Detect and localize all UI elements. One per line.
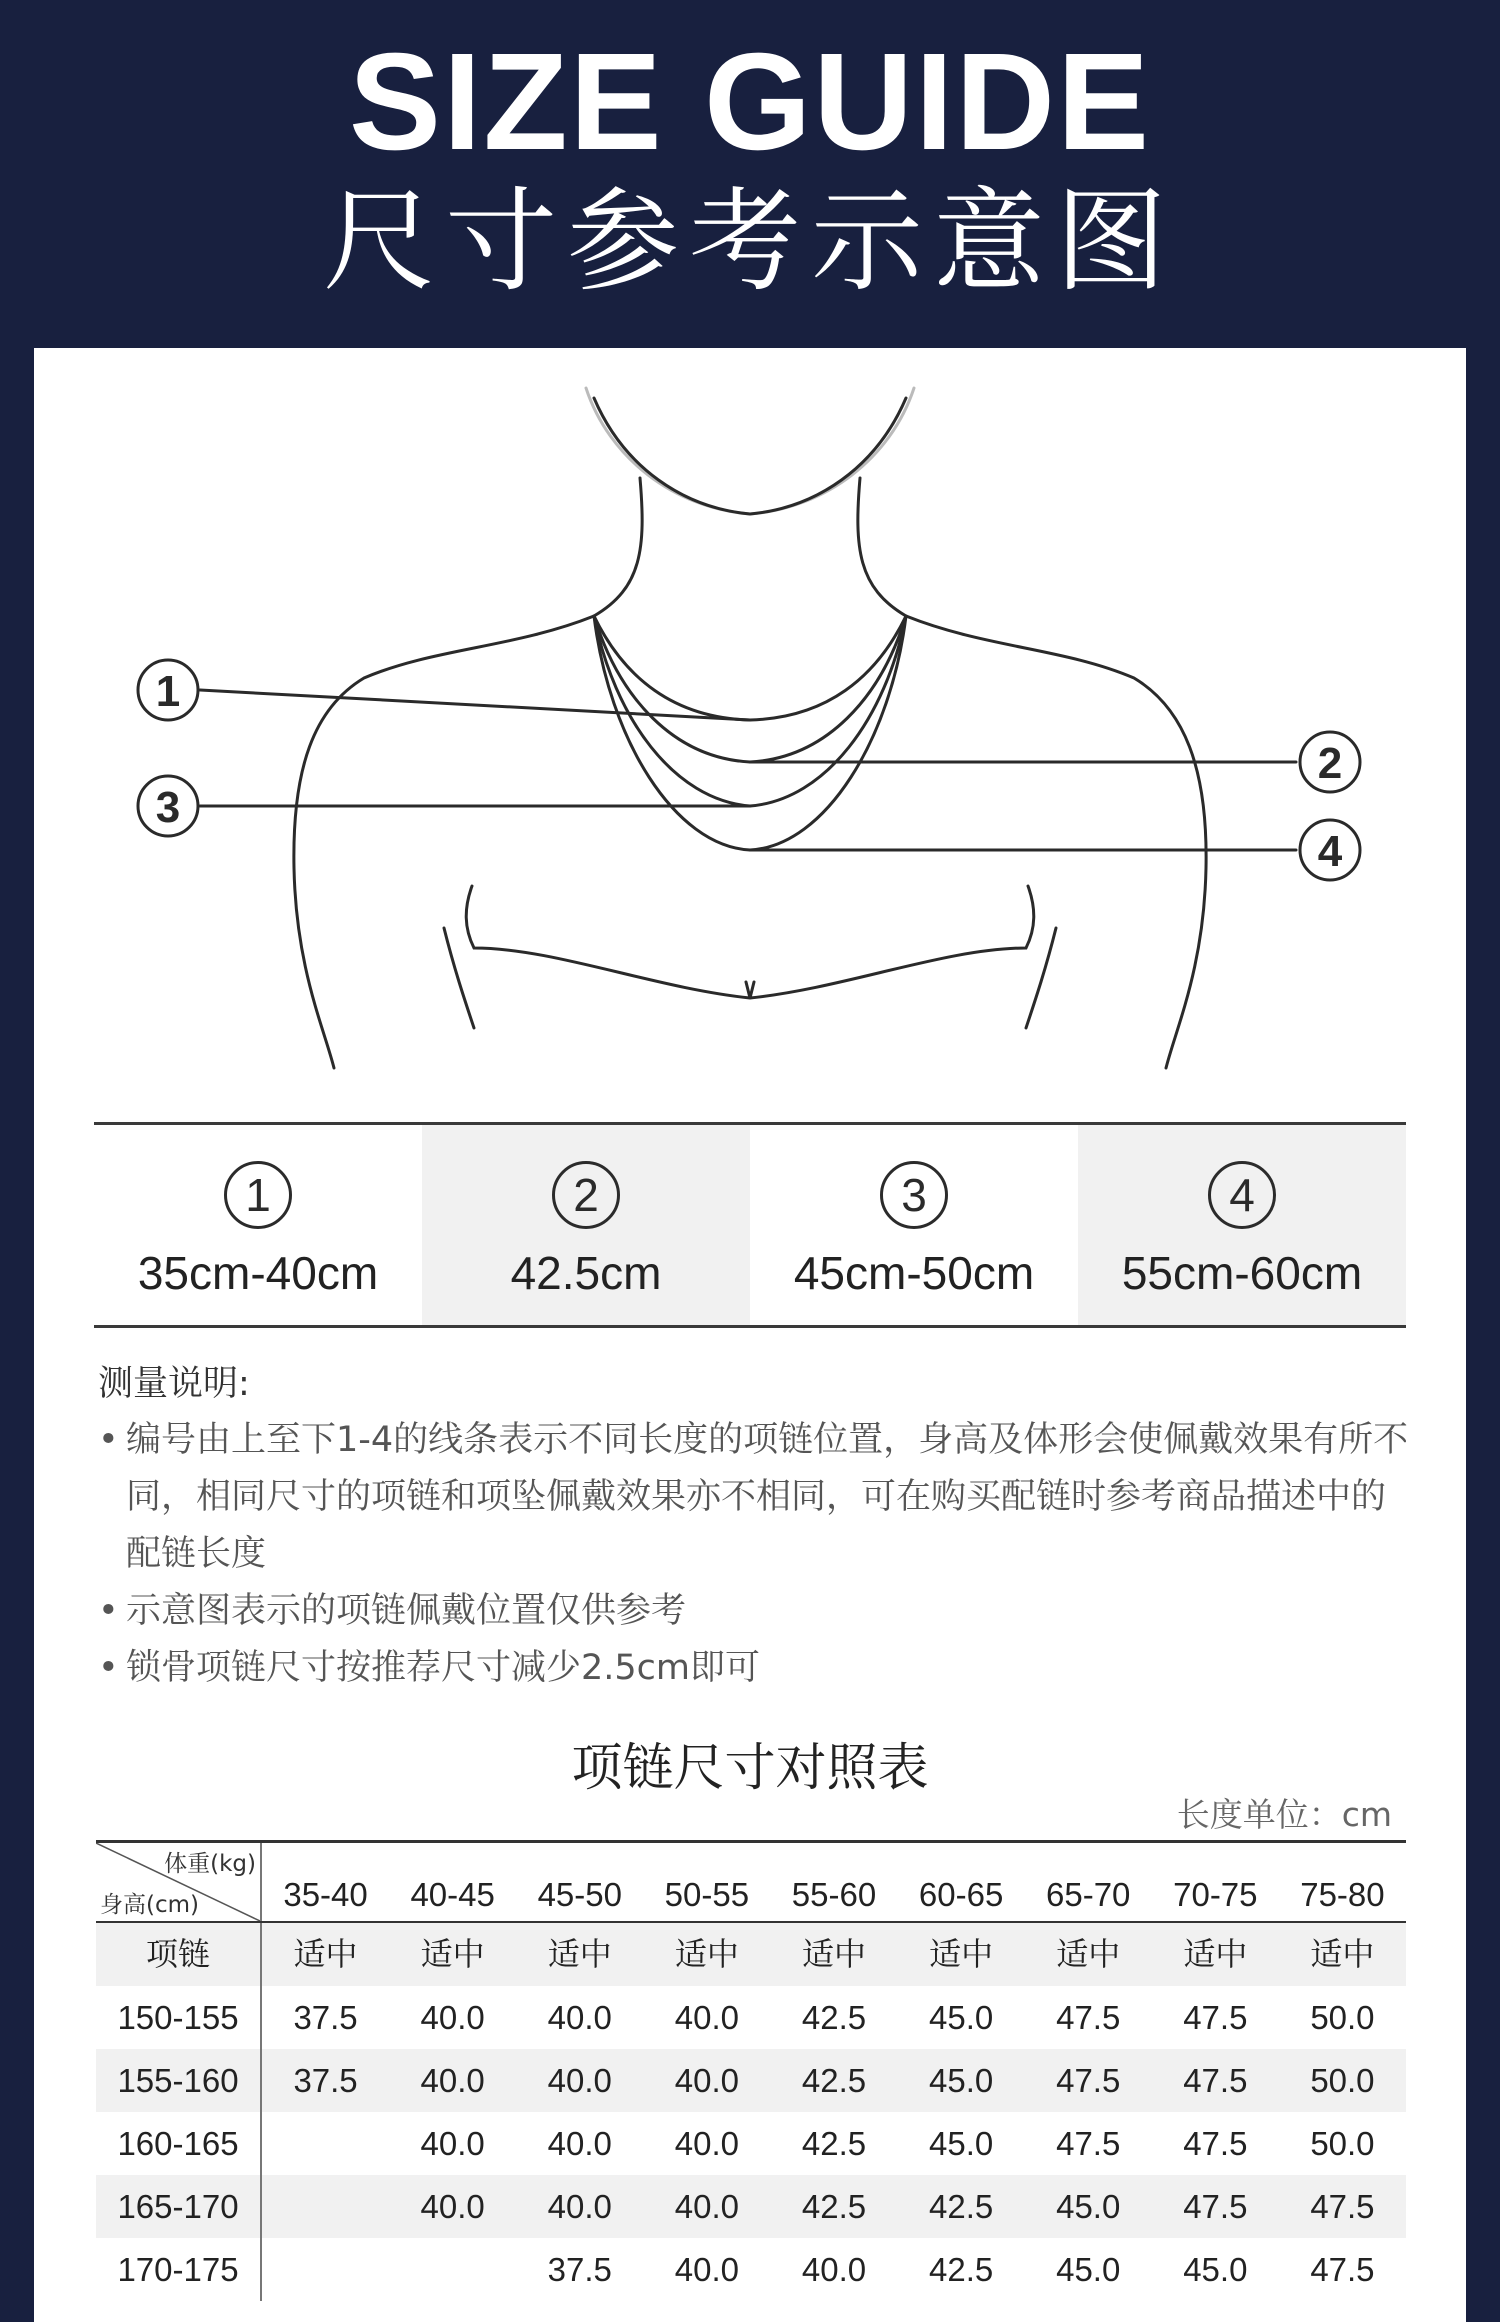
table-cell: 45.0 bbox=[928, 2125, 994, 2162]
table-row bbox=[96, 2049, 1406, 2112]
note-text: 示意图表示的项链佩戴位置仅供参考 bbox=[126, 1591, 687, 1631]
table-cell: 40.0 bbox=[801, 2251, 867, 2288]
table-cell: 40.0 bbox=[420, 2188, 485, 2225]
table-cell: 42.5 bbox=[801, 2062, 867, 2099]
table-cell: 37.5 bbox=[293, 2062, 358, 2099]
note-item bbox=[98, 1583, 1418, 1640]
note-item bbox=[98, 1412, 1418, 1583]
table-cell: 45.0 bbox=[928, 1999, 994, 2036]
table-cell: 47.5 bbox=[1056, 2125, 1121, 2162]
bullet-icon: • bbox=[98, 1648, 119, 1688]
weight-header: 75-80 bbox=[1300, 1876, 1385, 1913]
measurement-notes bbox=[98, 1356, 1418, 1697]
table-cell: 45.0 bbox=[1183, 2251, 1248, 2288]
table-cell: 40.0 bbox=[674, 2062, 739, 2099]
size-guide-card bbox=[34, 348, 1466, 2322]
size-value: 55cm-60cm bbox=[1121, 1247, 1363, 1299]
bullet-icon: • bbox=[98, 1420, 119, 1460]
title-english: SIZE GUIDE bbox=[348, 25, 1152, 179]
table-cell: 37.5 bbox=[547, 2251, 612, 2288]
table-cell: 50.0 bbox=[1310, 2062, 1375, 2099]
weight-header: 40-45 bbox=[410, 1876, 495, 1913]
table-row bbox=[96, 2238, 1406, 2301]
table-cell: 40.0 bbox=[420, 1999, 485, 2036]
table-cell: 42.5 bbox=[801, 2188, 867, 2225]
note-text: 编号由上至下1-4的线条表示不同长度的项链位置，身高及体形会使佩戴效果有所不同，相同尺寸的项链和项坠佩戴效果亦不相同，可在购买配链时参考商品描述中的配链长度 bbox=[126, 1420, 1409, 1574]
weight-header: 45-50 bbox=[537, 1876, 622, 1913]
notes-title: 测量说明: bbox=[98, 1364, 250, 1404]
size-legend bbox=[94, 1122, 1406, 1328]
table-cell: 40.0 bbox=[674, 2188, 739, 2225]
table-cell: 适中 bbox=[1056, 1935, 1121, 1973]
table-cell: 37.5 bbox=[293, 1999, 358, 2036]
table-title: 项链尺寸对照表 bbox=[571, 1739, 929, 1798]
table-cell: 47.5 bbox=[1183, 1999, 1248, 2036]
weight-header: 70-75 bbox=[1173, 1876, 1258, 1913]
table-cell: 40.0 bbox=[420, 2062, 485, 2099]
bullet-icon: • bbox=[98, 1591, 119, 1631]
weight-header: 50-55 bbox=[664, 1876, 750, 1913]
table-cell: 50.0 bbox=[1310, 1999, 1375, 2036]
size-item-1 bbox=[94, 1125, 422, 1325]
table-row-fit bbox=[96, 1923, 1406, 1986]
table-cell: 适中 bbox=[420, 1935, 485, 1973]
height-axis-label: 身高(cm) bbox=[100, 1892, 199, 1918]
weight-header: 55-60 bbox=[791, 1876, 877, 1913]
table-cell: 47.5 bbox=[1056, 2062, 1121, 2099]
marker-3-label: 3 bbox=[155, 783, 181, 832]
table-cell: 适中 bbox=[293, 1935, 358, 1973]
size-value: 42.5cm bbox=[510, 1247, 662, 1299]
table-cell: 50.0 bbox=[1310, 2125, 1375, 2162]
marker-1-label: 1 bbox=[155, 667, 181, 716]
neck-necklace-illustration bbox=[34, 348, 1466, 1088]
marker-2-icon: 2 bbox=[552, 1161, 620, 1229]
table-cell: 40.0 bbox=[547, 1999, 612, 2036]
table-cell: 40.0 bbox=[547, 2062, 612, 2099]
table-row bbox=[96, 2175, 1406, 2238]
table-cell: 47.5 bbox=[1310, 2188, 1375, 2225]
table-cell bbox=[389, 2238, 516, 2301]
table-cell: 40.0 bbox=[547, 2125, 612, 2162]
table-cell: 42.5 bbox=[801, 1999, 867, 2036]
marker-4-icon: 4 bbox=[1208, 1161, 1276, 1229]
table-cell: 适中 bbox=[547, 1935, 612, 1973]
table-cell: 47.5 bbox=[1310, 2251, 1375, 2288]
weight-header: 60-65 bbox=[918, 1876, 1004, 1913]
table-cell: 42.5 bbox=[928, 2188, 994, 2225]
weight-header: 35-40 bbox=[283, 1876, 368, 1913]
unit-label: 长度单位：cm bbox=[1176, 1795, 1392, 1834]
row-height: 155-160 bbox=[96, 2049, 262, 2112]
size-value: 45cm-50cm bbox=[793, 1247, 1035, 1299]
table-header-row bbox=[96, 1840, 1406, 1923]
marker-4-label: 4 bbox=[1317, 827, 1343, 876]
size-item-4 bbox=[1078, 1125, 1406, 1325]
weight-axis-label: 体重(kg) bbox=[164, 1851, 256, 1877]
table-cell: 40.0 bbox=[420, 2125, 485, 2162]
table-cell: 适中 bbox=[929, 1935, 994, 1973]
table-cell: 47.5 bbox=[1183, 2062, 1248, 2099]
row-height: 170-175 bbox=[96, 2238, 262, 2301]
row-height: 160-165 bbox=[96, 2112, 262, 2175]
note-text: 锁骨项链尺寸按推荐尺寸减少2.5cm即可 bbox=[126, 1648, 761, 1688]
marker-3-icon: 3 bbox=[880, 1161, 948, 1229]
table-cell: 40.0 bbox=[547, 2188, 612, 2225]
table-cell: 40.0 bbox=[674, 1999, 739, 2036]
table-cell: 适中 bbox=[1183, 1935, 1248, 1973]
note-item bbox=[98, 1640, 1418, 1697]
table-cell: 47.5 bbox=[1056, 1999, 1121, 2036]
marker-1-icon: 1 bbox=[224, 1161, 292, 1229]
table-cell: 45.0 bbox=[1056, 2188, 1121, 2225]
size-table bbox=[96, 1840, 1406, 2301]
row-height: 165-170 bbox=[96, 2175, 262, 2238]
table-cell: 40.0 bbox=[674, 2251, 739, 2288]
table-cell: 47.5 bbox=[1183, 2125, 1248, 2162]
table-cell bbox=[262, 2112, 389, 2175]
row-label: 项链 bbox=[96, 1923, 262, 1986]
table-cell bbox=[262, 2238, 389, 2301]
table-cell: 42.5 bbox=[928, 2251, 994, 2288]
table-cell: 适中 bbox=[1310, 1935, 1375, 1973]
table-cell: 适中 bbox=[674, 1935, 739, 1973]
table-cell: 45.0 bbox=[1056, 2251, 1121, 2288]
header bbox=[0, 0, 1500, 348]
title-chinese: 尺寸参考示意图 bbox=[323, 177, 1177, 307]
weight-header: 65-70 bbox=[1046, 1876, 1131, 1913]
table-cell: 47.5 bbox=[1183, 2188, 1248, 2225]
size-item-3 bbox=[750, 1125, 1078, 1325]
row-height: 150-155 bbox=[96, 1986, 262, 2049]
table-corner-cell bbox=[96, 1843, 262, 1921]
marker-2-label: 2 bbox=[1317, 739, 1343, 788]
table-cell: 45.0 bbox=[928, 2062, 994, 2099]
table-cell bbox=[262, 2175, 389, 2238]
table-cell: 适中 bbox=[801, 1935, 866, 1973]
table-row bbox=[96, 2112, 1406, 2175]
table-cell: 40.0 bbox=[674, 2125, 739, 2162]
table-row bbox=[96, 1986, 1406, 2049]
table-cell: 42.5 bbox=[801, 2125, 867, 2162]
size-value: 35cm-40cm bbox=[137, 1247, 379, 1299]
size-item-2 bbox=[422, 1125, 750, 1325]
